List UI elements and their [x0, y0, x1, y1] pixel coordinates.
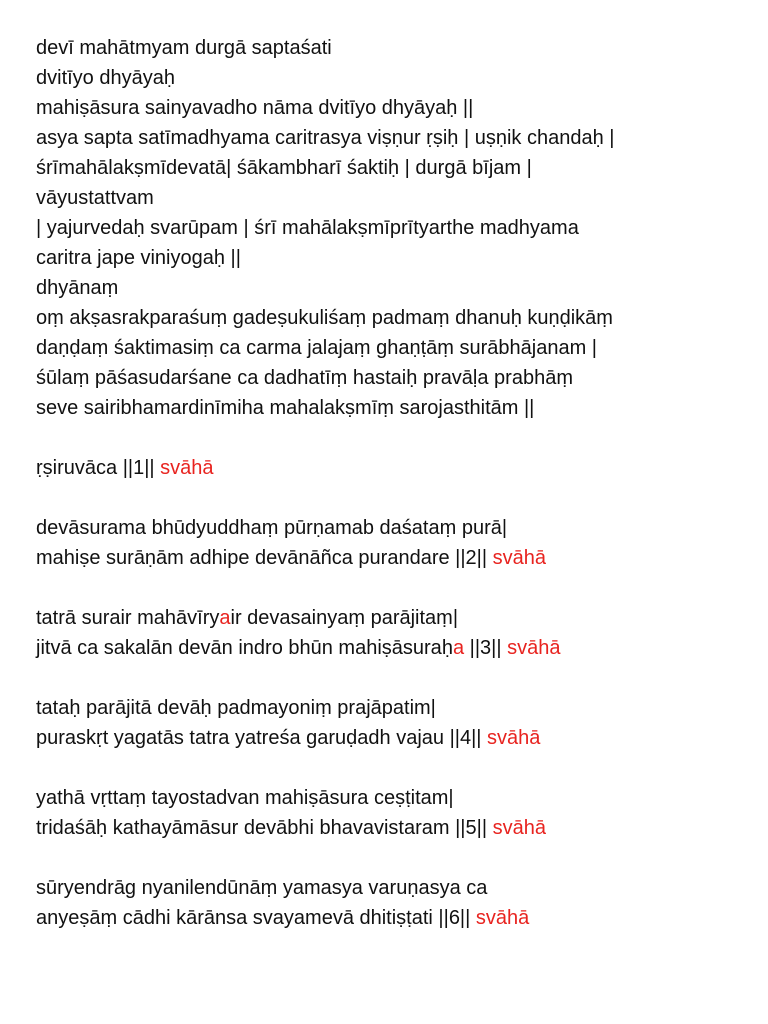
- spacer: [36, 483, 756, 513]
- chapter-name-line: mahiṣāsura sainyavadho nāma dvitīyo dhyāyaḥ ||: [36, 97, 474, 119]
- verse-text: puraskṛt yagatās tatra yatreśa garuḍadh vajau ||4||: [36, 727, 482, 749]
- svaha-label: svāhā: [507, 637, 561, 659]
- svaha-label: svāhā: [487, 727, 541, 749]
- spacer: [36, 663, 756, 693]
- verse-5-line-2: [36, 813, 756, 843]
- highlighted-letter: a: [452, 637, 465, 659]
- verse-6-line-1: sūryendrāg nyanilendūnāṃ yamasya varuṇasya ca: [36, 877, 488, 899]
- title-line: devī mahātmyam durgā saptaśati: [36, 37, 332, 59]
- svaha-label: svāhā: [475, 907, 530, 929]
- verse-text: mahiṣe surāṇām adhipe devānāñca purandare ||2||: [36, 547, 488, 569]
- dhyana-verse-line: oṃ akṣasrakparaśuṃ gadeṣukuliśaṃ padmaṃ dhanuḥ kuṇḍikāṃ: [36, 307, 613, 329]
- document-page: [36, 33, 756, 933]
- svaha-label: svāhā: [492, 547, 547, 569]
- spacer: [36, 573, 756, 603]
- verse-text: ir devasainyaṃ parājitaṃ|: [230, 607, 459, 629]
- viniyoga-line: | yajurvedaḥ svarūpam | śrī mahālakṣmīprītyarthe madhyama: [36, 217, 579, 239]
- verse-text: tridaśāḥ kathayāmāsur devābhi bhavavistaram ||5||: [36, 817, 488, 839]
- verse-1-line-1: [36, 453, 756, 483]
- verse-6-line-2: [36, 903, 756, 933]
- verse-3-line-1: [36, 603, 756, 633]
- dhyana-verse-line: seve sairibhamardinīmiha mahalakṣmīṃ sarojasthitām ||: [36, 397, 535, 419]
- dhyana-verse-line: śūlaṃ pāśasudarśane ca dadhatīṃ hastaiḥ pravāḷa prabhāṃ: [36, 367, 573, 389]
- verse-2-line-1: devāsurama bhūdyuddhaṃ pūrṇamab daśataṃ purā|: [36, 517, 508, 539]
- verse-3-line-2: [36, 633, 756, 663]
- verse-text: jitvā ca sakalān devān indro bhūn mahiṣāsura: [36, 637, 442, 659]
- verse-text: tatrā surair mahāvīry: [36, 607, 220, 629]
- verse-4-line-2: [36, 723, 756, 753]
- spacer: [36, 843, 756, 873]
- svaha-label: svāhā: [160, 457, 214, 479]
- verse-text: ḥ: [441, 637, 453, 659]
- verse-4-line-1: tataḥ parājitā devāḥ padmayoniṃ prajāpatim|: [36, 697, 436, 719]
- spacer: [36, 753, 756, 783]
- dhyanam-heading: dhyānaṃ: [36, 277, 119, 299]
- verse-text: ṛṣiruvāca ||1||: [36, 457, 155, 479]
- viniyoga-line: asya sapta satīmadhyama caritrasya viṣṇur ṛṣiḥ | uṣṇik chandaḥ |: [36, 127, 615, 149]
- dhyana-verse-line: daṇḍaṃ śaktimasiṃ ca carma jalajaṃ ghaṇṭāṃ surābhājanam |: [36, 337, 598, 359]
- verse-text: ||3||: [464, 637, 502, 659]
- viniyoga-line: vāyustattvam: [36, 187, 154, 209]
- verse-text: anyeṣāṃ cādhi kārānsa svayamevā dhitiṣṭati ||6||: [36, 907, 471, 929]
- highlighted-letter: a: [219, 607, 231, 629]
- svaha-label: svāhā: [492, 817, 546, 839]
- viniyoga-line: caritra jape viniyogaḥ ||: [36, 247, 241, 269]
- subtitle-line: dvitīyo dhyāyaḥ: [36, 67, 175, 89]
- verse-5-line-1: yathā vṛttaṃ tayostadvan mahiṣāsura ceṣṭitam|: [36, 787, 454, 809]
- spacer: [36, 423, 756, 453]
- viniyoga-line: śrīmahālakṣmīdevatā| śākambharī śaktiḥ | durgā bījam |: [36, 157, 532, 179]
- verse-2-line-2: [36, 543, 756, 573]
